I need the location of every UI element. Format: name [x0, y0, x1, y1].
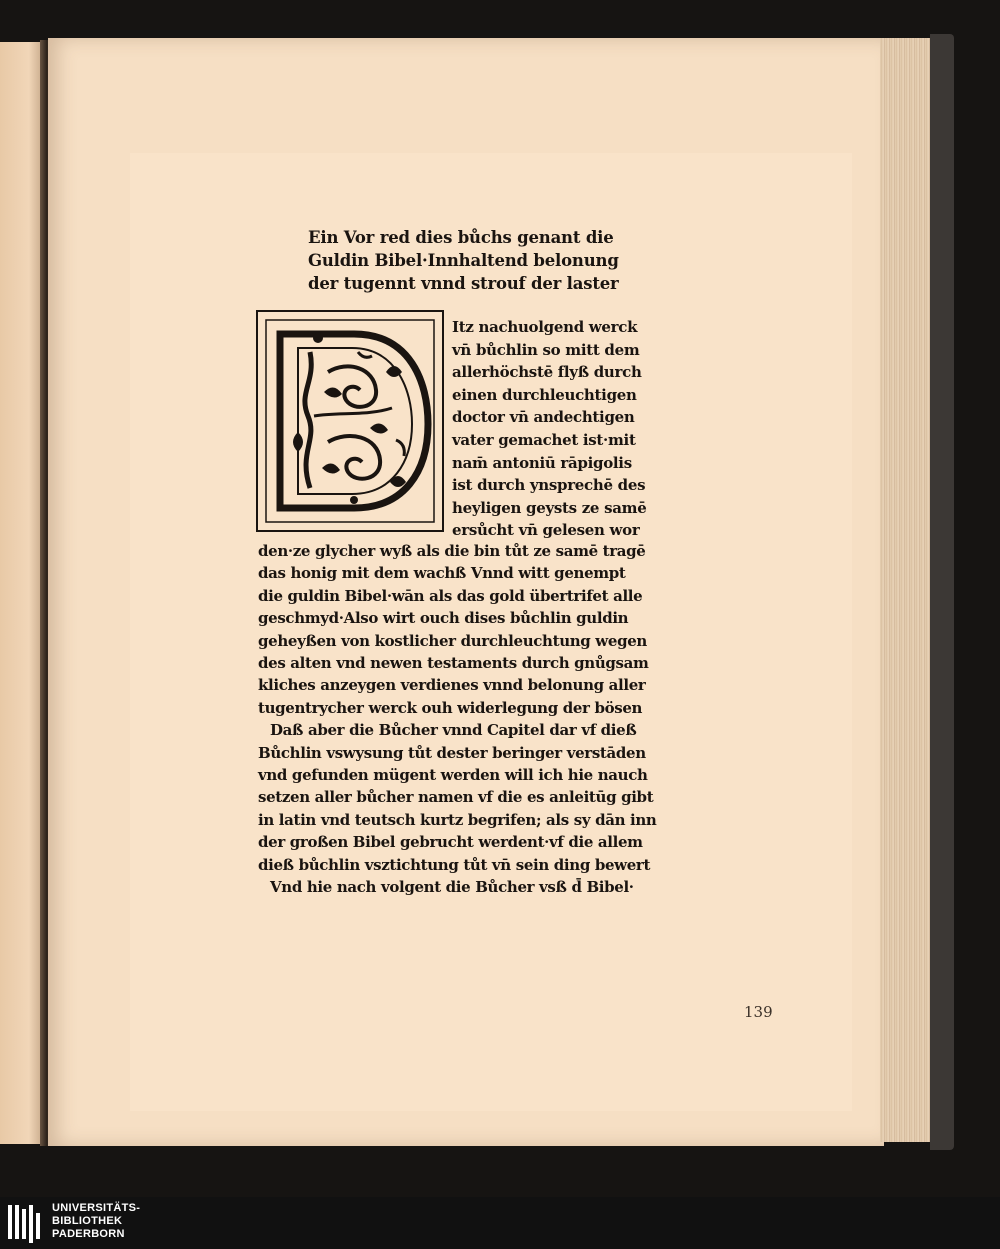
text-line: Itz nachuolgend werck [452, 318, 638, 336]
text-line: die guldin Bibel·wān als das gold übertrifet alle [258, 586, 643, 605]
title-line: Ein Vor red dies bůchs genant die [308, 228, 614, 247]
page-number: 139 [744, 1003, 773, 1021]
book-cover-edge [930, 34, 954, 1150]
text-line: der großen Bibel gebrucht werdent·vf die allem [258, 833, 643, 852]
decorated-initial-d-icon [258, 312, 442, 530]
text-line: allerhöchstē flyß durch [452, 363, 642, 382]
text-line: in latin vnd teutsch kurtz begrifen; als sy dān inn [258, 810, 657, 829]
text-line: doctor vn̄ andechtigen [452, 408, 635, 427]
body-text [258, 540, 658, 899]
text-line: dieß bůchlin vsztichtung tůt vn̄ sein ding bewert [258, 855, 651, 874]
library-name [52, 1202, 140, 1241]
text-line: den·ze glycher wyß als die bin tůt ze samē tragē [258, 542, 646, 560]
library-name-line: BIBLIOTHEK [52, 1215, 123, 1227]
text-line: geschmyd·Also wirt ouch dises bůchlin guldin [258, 609, 629, 628]
text-line: heyligen geysts ze samē [452, 498, 647, 517]
text-line: einen durchleuchtigen [452, 385, 637, 404]
library-footer [0, 1197, 1000, 1249]
library-logo-icon [6, 1201, 44, 1247]
text-line-indented: Vnd hie nach volgent die Bůcher vsß d̄ Bibel· [270, 878, 634, 897]
text-line: setzen aller bůcher namen vf die es anleitūg gibt [258, 788, 654, 807]
title-line: der tugennt vnnd strouf der laster [308, 274, 619, 293]
text-line: nam̄ antoniū rāpigolis [452, 453, 632, 472]
text-line: vn̄ bůchlin so mitt dem [452, 340, 640, 359]
initial-adjacent-text [452, 316, 662, 542]
decorated-initial [256, 310, 444, 532]
library-name-line: PADERBORN [52, 1228, 125, 1240]
text-line: Bůchlin vswysung tůt dester beringer verstāden [258, 743, 646, 762]
text-line: kliches anzeygen verdienes vnnd belonung aller [258, 676, 646, 695]
library-name-line: UNIVERSITÄTS- [52, 1202, 141, 1214]
text-line-indented: Daß aber die Bůcher vnnd Capitel dar vf dieß [270, 721, 637, 740]
text-line: ist durch ynsprechē des [452, 476, 646, 495]
preface-title [308, 226, 668, 295]
text-line: das honig mit dem wachß Vnnd witt genempt [258, 564, 626, 583]
text-line: des alten vnd newen testaments durch gnůgsam [258, 654, 649, 673]
text-line: vnd gefunden mügent werden will ich hie nauch [258, 766, 648, 785]
text-line: vater gemachet ist·mit [452, 430, 636, 449]
text-line: geheyßen von kostlicher durchleuchtung wegen [258, 631, 647, 650]
text-line: tugentrycher werck ouh widerlegung der bösen [258, 698, 643, 717]
text-line: ersůcht vn̄ gelesen wor [452, 521, 640, 540]
title-line: Guldin Bibel·Innhaltend belonung [308, 251, 619, 270]
